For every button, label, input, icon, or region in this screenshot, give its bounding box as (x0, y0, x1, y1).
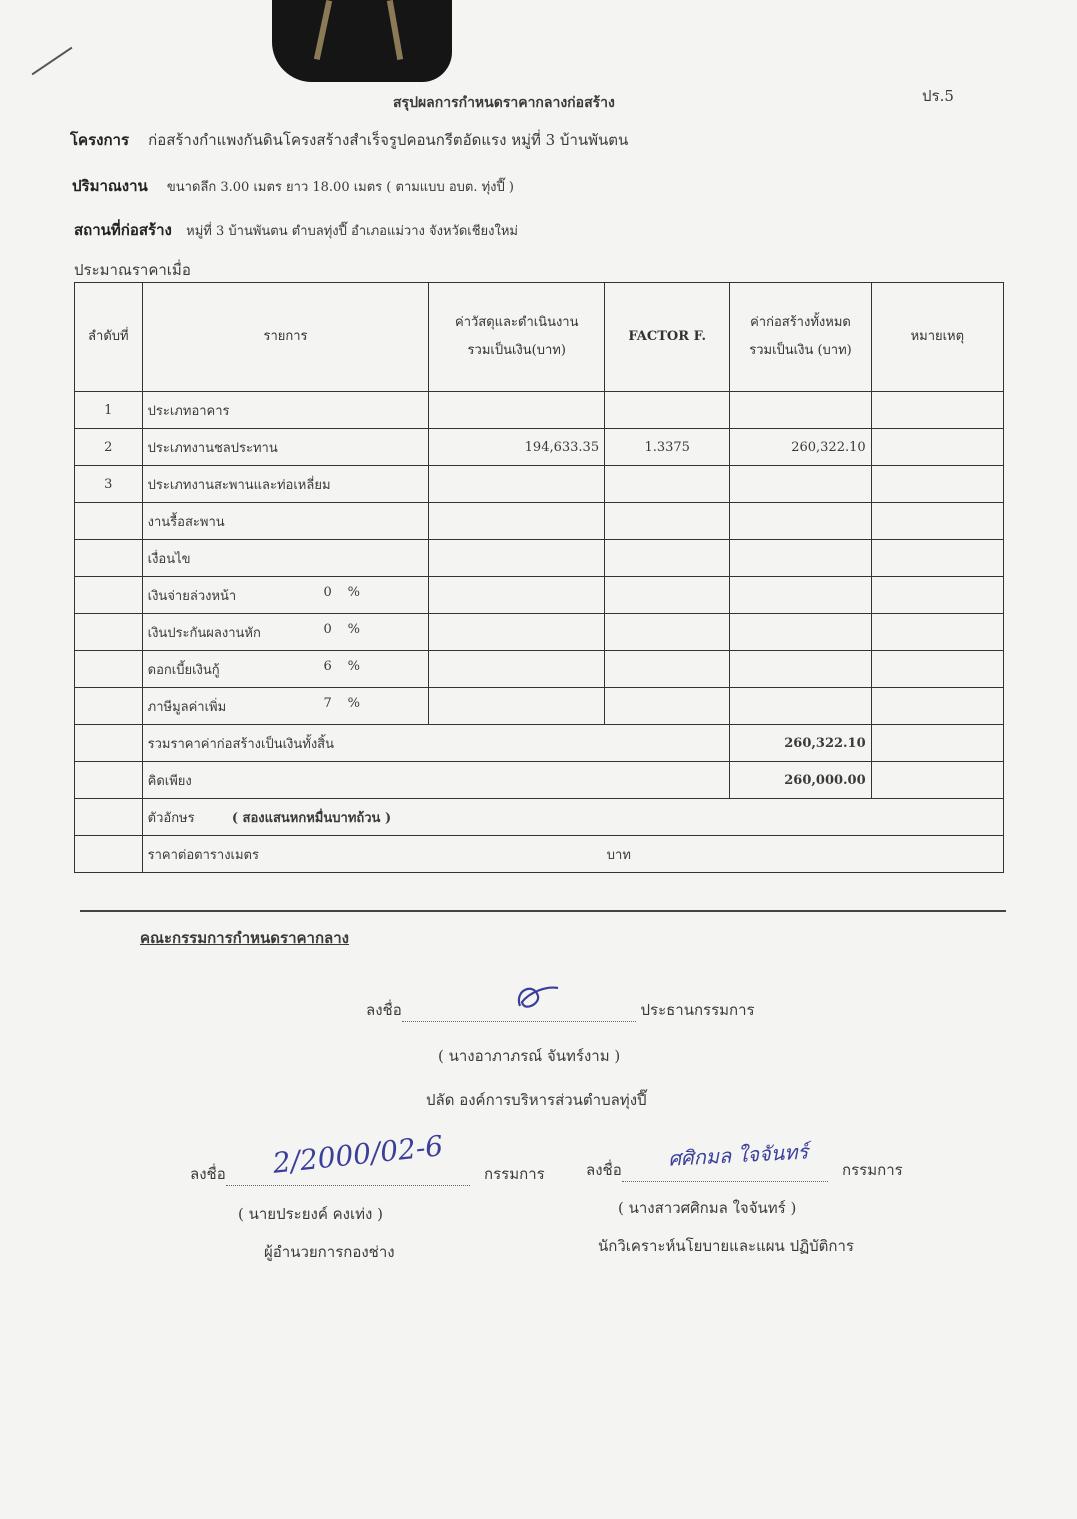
member2-signature (666, 1130, 816, 1174)
divider-line (80, 910, 1006, 912)
chair-name: ( นางอาภาภรณ์ จันทร์งาม ) (438, 1047, 621, 1065)
rounded-label: คิดเพียง (142, 762, 730, 799)
condition-value: 0 (323, 621, 332, 637)
per-sqm-unit: บาท (606, 847, 631, 863)
header-material-line1: ค่าวัสดุและดำเนินงาน (455, 315, 579, 330)
grand-total-label: รวมราคาค่าก่อสร้างเป็นเงินทั้งสิ้น (142, 725, 730, 762)
svg-text:2/2000/02-6: 2/2000/02-6 (271, 1129, 445, 1180)
row-material (429, 540, 605, 577)
chair-position: ปลัด องค์การบริหารส่วนตำบลทุ่งปี๊ (426, 1091, 647, 1109)
cost-summary-table (74, 282, 1004, 873)
row-material (429, 392, 605, 429)
row-item: ประเภทงานสะพานและท่อเหลี่ยม (142, 466, 429, 503)
pen-mark (32, 47, 73, 75)
member1-signature (268, 1120, 448, 1180)
row-material (429, 466, 605, 503)
condition-row (75, 614, 1004, 651)
header-factor: FACTOR F. (605, 283, 730, 392)
table-header-row (75, 283, 1004, 392)
rounded-value: 260,000.00 (730, 762, 871, 799)
document-title: สรุปผลการกำหนดราคากลางก่อสร้าง (393, 95, 615, 111)
row-total (730, 392, 871, 429)
row-item: ประเภทอาคาร (142, 392, 429, 429)
price-per-sqm-row (75, 836, 1004, 873)
condition-value: 0 (323, 584, 332, 600)
chair-role: ประธานกรรมการ (640, 1001, 755, 1019)
row-remark (871, 466, 1003, 503)
sign-label: ลงชื่อ (366, 1001, 402, 1019)
member1-position: ผู้อำนวยการกองช่าง (264, 1243, 395, 1261)
chair-signature (510, 978, 570, 1014)
project-label: โครงการ (70, 131, 130, 149)
words-value: ( สองแสนหกหมื่นบาทถ้วน ) (231, 810, 392, 826)
condition-row (75, 651, 1004, 688)
header-material-line2: รวมเป็นเงิน(บาท) (467, 343, 566, 358)
condition-name: ดอกเบี้ยเงินกู้ (147, 662, 220, 678)
table-row (75, 429, 1004, 466)
row-no (75, 503, 143, 540)
condition-unit: % (347, 658, 360, 674)
row-remark (871, 429, 1003, 466)
header-remark: หมายเหตุ (871, 283, 1003, 392)
condition-name: เงินประกันผลงานหัก (147, 625, 261, 641)
condition-unit: % (347, 584, 360, 600)
table-row (75, 392, 1004, 429)
row-factor (605, 466, 730, 503)
header-total-line2: รวมเป็นเงิน (บาท) (749, 343, 852, 358)
member1-role: กรรมการ (484, 1165, 545, 1183)
row-remark (871, 503, 1003, 540)
condition-value: 6 (323, 658, 332, 674)
header-no: ลำดับที่ (75, 283, 143, 392)
row-factor (605, 540, 730, 577)
condition-unit: % (347, 695, 360, 711)
project-line (70, 128, 628, 152)
quantity-value: ขนาดลึก 3.00 เมตร ยาว 18.00 เมตร ( ตามแบบ อบต. ทุ่งปี๊ ) (166, 180, 514, 195)
row-total (730, 466, 871, 503)
row-no: 1 (75, 392, 143, 429)
binder-clip (272, 0, 452, 82)
row-no (75, 540, 143, 577)
committee-title: คณะกรรมการกำหนดราคากลาง (140, 929, 349, 947)
location-label: สถานที่ก่อสร้าง (74, 221, 172, 239)
header-total (730, 283, 871, 392)
condition-name: เงินจ่ายล่วงหน้า (147, 588, 237, 604)
header-material (429, 283, 605, 392)
rounded-total-row (75, 762, 1004, 799)
header-item: รายการ (142, 283, 429, 392)
project-value: ก่อสร้างกำแพงกันดินโครงสร้างสำเร็จรูปคอนกรีตอัดแรง หมู่ที่ 3 บ้านพันตน (148, 131, 629, 149)
condition-name: ภาษีมูลค่าเพิ่ม (147, 699, 227, 715)
row-item: เงื่อนไข (142, 540, 429, 577)
row-factor: 1.3375 (605, 429, 730, 466)
grand-total-row (75, 725, 1004, 762)
row-item: งานรื้อสะพาน (142, 503, 429, 540)
location-value: หมู่ที่ 3 บ้านพันตน ตำบลทุ่งปี๊ อำเภอแม่วาง จังหวัดเชียงใหม่ (186, 224, 518, 239)
row-no: 3 (75, 466, 143, 503)
amount-in-words-row (75, 799, 1004, 836)
member1-name: ( นายประยงค์ คงเท่ง ) (238, 1205, 383, 1223)
row-factor (605, 392, 730, 429)
condition-value: 7 (323, 695, 332, 711)
row-no: 2 (75, 429, 143, 466)
member2-name: ( นางสาวศศิกมล ใจจันทร์ ) (618, 1199, 797, 1217)
member2-role: กรรมการ (842, 1161, 903, 1179)
condition-row (75, 577, 1004, 614)
table-row (75, 503, 1004, 540)
sign-label: ลงชื่อ (190, 1165, 226, 1183)
form-code: ปร.5 (922, 87, 954, 105)
row-remark (871, 540, 1003, 577)
quantity-line (72, 174, 514, 198)
member2-position: นักวิเคราะห์นโยบายและแผน ปฏิบัติการ (598, 1237, 854, 1255)
table-row (75, 540, 1004, 577)
estimate-date-label: ประมาณราคาเมื่อ (74, 261, 191, 279)
row-item: ประเภทงานชลประทาน (142, 429, 429, 466)
condition-row (75, 688, 1004, 725)
words-label: ตัวอักษร (147, 810, 195, 826)
condition-unit: % (347, 621, 360, 637)
svg-text:ศศิกมล ใจจันทร์: ศศิกมล ใจจันทร์ (667, 1139, 809, 1171)
row-remark (871, 392, 1003, 429)
row-total (730, 503, 871, 540)
row-material (429, 503, 605, 540)
row-total (730, 540, 871, 577)
row-material: 194,633.35 (429, 429, 605, 466)
sign-label: ลงชื่อ (586, 1161, 622, 1179)
row-total: 260,322.10 (730, 429, 871, 466)
header-total-line1: ค่าก่อสร้างทั้งหมด (750, 315, 851, 330)
quantity-label: ปริมาณงาน (72, 177, 148, 195)
per-sqm-label: ราคาต่อตารางเมตร (147, 847, 259, 863)
table-row (75, 466, 1004, 503)
grand-total-value: 260,322.10 (730, 725, 871, 762)
row-factor (605, 503, 730, 540)
location-line (74, 218, 518, 242)
